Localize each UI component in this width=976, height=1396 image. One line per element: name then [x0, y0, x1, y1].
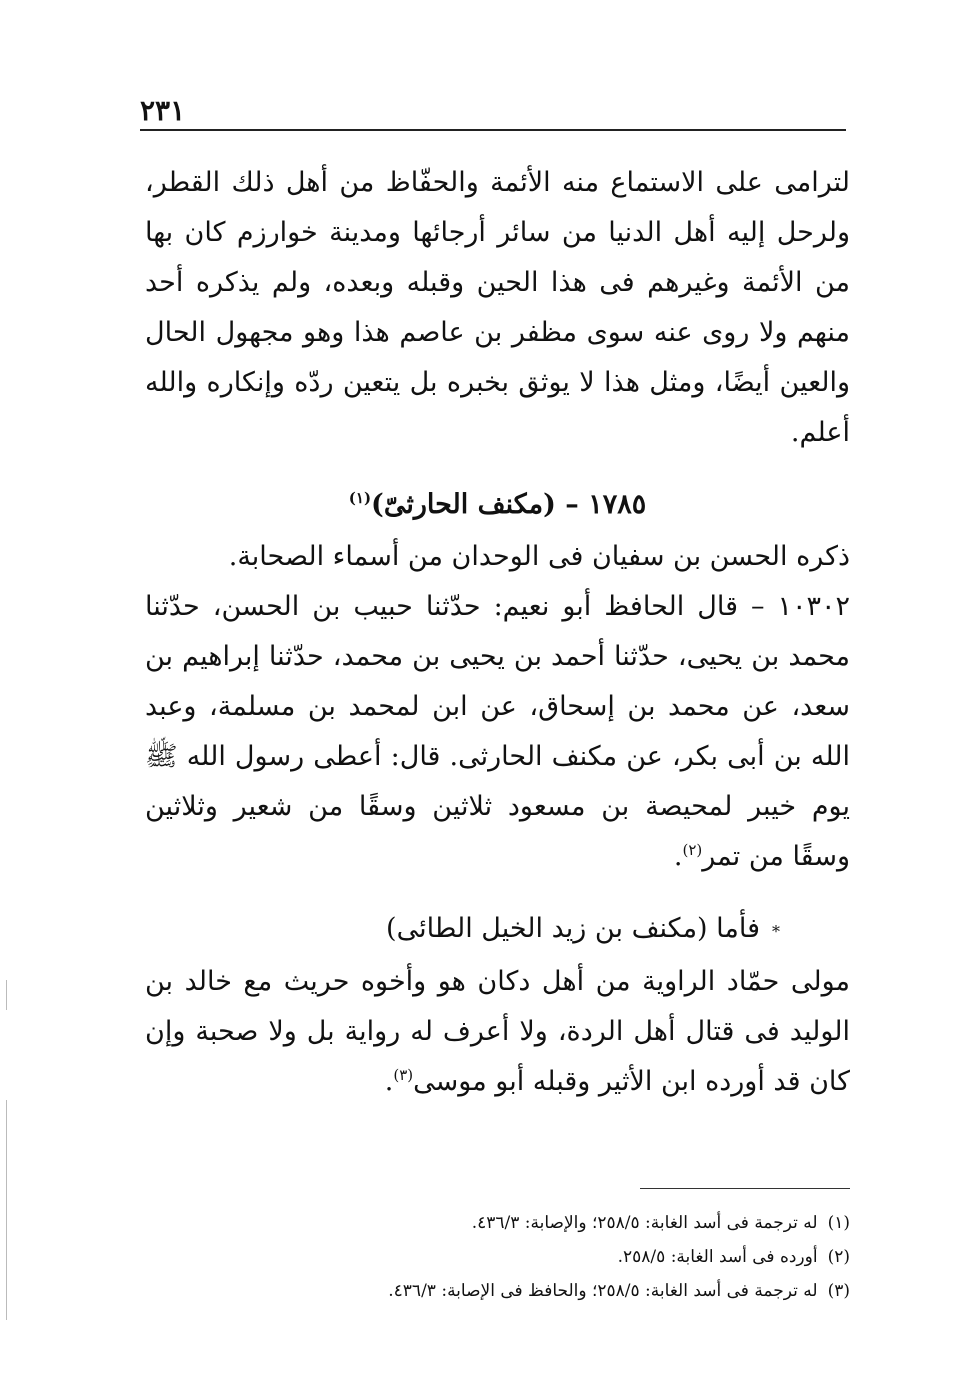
- footnotes: [210, 1206, 850, 1308]
- second-heading-text: فأما (مكنف بن زيد الخيل الطائى): [386, 913, 760, 944]
- footnote-number: (٣): [827, 1281, 850, 1301]
- footnote-3: [210, 1274, 850, 1308]
- hadith-end: .: [673, 841, 683, 872]
- entry-heading-text: ١٧٨٥ – (مكنف الحارثىّ): [371, 489, 647, 520]
- entry-intro: ذكره الحسن بن سفيان فى الوحدان من أسماء الصحابة.: [228, 541, 850, 572]
- footnote-1: [210, 1206, 850, 1240]
- footnote-number: (٢): [827, 1247, 850, 1267]
- footnote-ref-2: (٢): [682, 841, 703, 859]
- hadith-paragraph: [145, 582, 850, 882]
- footnote-ref-3: (٣): [393, 1066, 414, 1084]
- scan-edge-mark: [6, 1100, 7, 1320]
- page-number: ٢٣١: [140, 94, 186, 127]
- main-text: [145, 158, 850, 1107]
- second-heading: [145, 904, 850, 957]
- entry-heading: [145, 480, 850, 530]
- hadith-text: ١٠٣٠٢ – قال الحافظ أبو نعيم: حدّثنا حبيب بن الحسن، حدّثنا محمد بن يحيى، حدّثنا أحمد بن يحيى بن محمد، حدّثنا إبراهيم بن سعد، عن محمد بن إسحاق، عن ابن لمحمد بن مسلمة، وعبد الله بن أبى بكر، عن مكنف الحارثى. قال: أعطى رسول الله ﷺ يوم خيبر لمحيصة بن مسعود ثلاثين وسقًا من شعير وثلاثين وسقًا من تمر: [145, 591, 850, 872]
- second-paragraph-end: .: [384, 1066, 394, 1097]
- footnote-2: [210, 1240, 850, 1274]
- star-marker: *: [772, 922, 780, 941]
- scan-edge-mark: [6, 980, 7, 1010]
- second-paragraph-text: مولى حمّاد الراوية من أهل دكان هو وأخوه حريث مع خالد بن الوليد فى قتال أهل الردة، ولا أعرف له رواية بل ولا صحبة وإن كان قد أورده ابن الأثير وقبله أبو موسى: [145, 966, 850, 1097]
- footnote-ref-1: (١): [348, 489, 372, 507]
- footnote-text: له ترجمة فى أسد الغابة: ٢٥٨/٥؛ والإصابة: ٤٣٦/٣.: [471, 1213, 818, 1233]
- footnote-number: (١): [827, 1213, 850, 1233]
- footnote-text: أورده فى أسد الغابة: ٢٥٨/٥.: [617, 1247, 818, 1267]
- header-rule: [140, 129, 846, 131]
- opening-paragraph: لترامى على الاستماع منه الأئمة والحفّاظ من أهل ذلك القطر، ولرحل إليه أهل الدنيا من سائر أرجائها ومدينة خوارزم كان بها من الأئمة وغيرهم فى هذا الحين وقبله وبعده، ولم يذكره أحد منهم ولا روى عنه سوى مظفر بن عاصم هذا وهو مجهول الحال والعين أيضًا، ومثل هذا لا يوثق بخبره بل يتعين ردّه وإنكاره والله أعلم.: [145, 167, 850, 448]
- footnote-rule: [640, 1188, 850, 1189]
- second-paragraph: [145, 957, 850, 1107]
- footnote-text: له ترجمة فى أسد الغابة: ٢٥٨/٥؛ والحافظ فى الإصابة: ٤٣٦/٣.: [388, 1281, 818, 1301]
